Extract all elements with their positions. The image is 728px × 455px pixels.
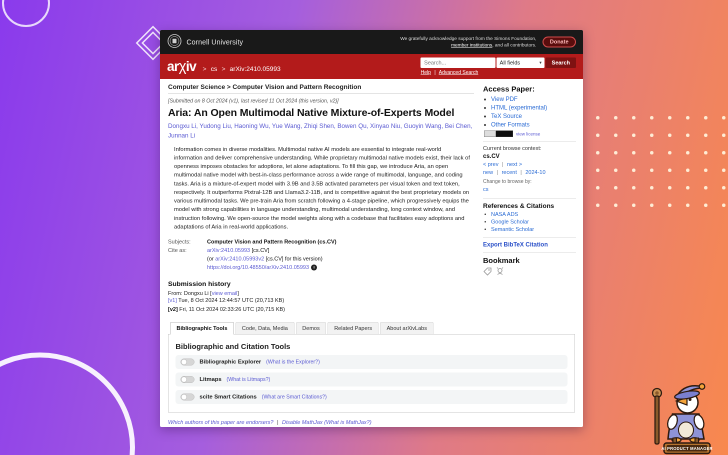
arxivlabs-section bbox=[168, 322, 575, 413]
author-link[interactable]: Junnan Li bbox=[168, 131, 196, 139]
recent-link[interactable]: recent bbox=[501, 169, 517, 176]
sidebar-item-view-pdf[interactable]: • View PDF bbox=[491, 96, 576, 103]
cornell-banner bbox=[160, 30, 583, 54]
dot-grid-decoration bbox=[578, 116, 728, 211]
v2-label: [v2] bbox=[168, 306, 178, 313]
litmaps-toggle[interactable] bbox=[181, 376, 195, 383]
version-row-v1: [v1] Tue, 8 Oct 2024 12:44:57 UTC (20,713 KB) bbox=[168, 297, 285, 304]
references-citations-title: References & Citations bbox=[483, 202, 555, 210]
license-badge-icon bbox=[484, 131, 513, 138]
sidebar-item-html[interactable]: • HTML (experimental) bbox=[491, 104, 576, 111]
author-link[interactable]: Dongxu Li , bbox=[168, 123, 200, 130]
tab-code-data-media[interactable]: Code, Data, Media bbox=[235, 322, 294, 334]
cornell-seal-icon bbox=[167, 33, 182, 51]
cite-as-label: Cite as: bbox=[168, 247, 187, 254]
circle-outline-decoration-top bbox=[2, 0, 50, 27]
labs-panel-title: Bibliographic and Citation Tools bbox=[175, 342, 291, 351]
access-paper-title: Access Paper: bbox=[483, 85, 535, 94]
scite-toggle[interactable] bbox=[181, 393, 195, 400]
cornell-brand[interactable] bbox=[167, 33, 243, 51]
listing-nav: new | recent | 2024-10 bbox=[483, 169, 546, 176]
sidebar-item-google-scholar[interactable]: • Google Scholar bbox=[491, 219, 576, 225]
browse-cs-link[interactable]: cs bbox=[483, 186, 489, 193]
help-link[interactable]: Help bbox=[420, 70, 431, 76]
info-icon[interactable]: i bbox=[311, 265, 317, 271]
tab-related-papers[interactable]: Related Papers bbox=[328, 322, 379, 334]
new-link[interactable]: new bbox=[483, 169, 494, 176]
bibliographic-explorer-toggle[interactable] bbox=[181, 358, 195, 365]
next-link[interactable]: next > bbox=[506, 161, 523, 168]
v1-link[interactable]: [v1] bbox=[168, 297, 177, 304]
arxiv-logo[interactable]: arχiv bbox=[167, 58, 197, 75]
view-email-link[interactable]: view email bbox=[211, 290, 238, 297]
subjects-value: Computer Vision and Pattern Recognition (cs.CV) bbox=[207, 239, 337, 246]
author-link[interactable]: Haoning Wu , bbox=[234, 123, 272, 130]
tab-about-arxivlabs[interactable]: About arXivLabs bbox=[380, 322, 433, 334]
author-link[interactable]: Yue Wang , bbox=[272, 123, 304, 130]
footer-links: Which authors of this paper are endorsers? | Disable MathJax (What is MathJax?) bbox=[168, 419, 372, 426]
author-link[interactable]: Bei Chen , bbox=[445, 123, 472, 130]
help-links: Help | Advanced Search bbox=[420, 70, 479, 76]
tag-bookmark-icon[interactable] bbox=[483, 267, 492, 279]
breadcrumb-cs-link[interactable]: cs bbox=[210, 64, 218, 73]
sidebar bbox=[477, 79, 583, 314]
arxiv-chi-glyph: χ bbox=[178, 58, 186, 75]
author-link[interactable]: Zhiqi Shen , bbox=[304, 123, 337, 130]
header-breadcrumb: > cs > arXiv:2410.05993 bbox=[202, 64, 281, 73]
labs-tabbar bbox=[168, 322, 575, 335]
subject-breadcrumb[interactable]: Computer Science > Computer Vision and Pattern Recognition bbox=[168, 79, 474, 94]
toggle-row-scite: scite Smart Citations (What are Smart Citations?) bbox=[176, 390, 568, 404]
donate-button[interactable]: Donate bbox=[542, 37, 576, 48]
tab-bibliographic-tools[interactable]: Bibliographic Tools bbox=[170, 322, 234, 335]
paper-metadata: Subjects: Computer Vision and Pattern Recognition (cs.CV) Cite as: arXiv:2410.05993 [cs.CV] (or arXiv:2410.05993v2 [cs.CV] for this version) https://doi.org/10.48550/arXiv.2410.05993 i bbox=[168, 239, 337, 271]
authors-list bbox=[168, 122, 474, 141]
bookmark-title: Bookmark bbox=[483, 256, 520, 265]
labs-panel bbox=[168, 334, 575, 412]
search-scope-select[interactable]: All fields ▾ bbox=[497, 58, 545, 69]
disable-mathjax-link[interactable]: Disable MathJax bbox=[281, 419, 323, 426]
sidebar-item-other-formats[interactable]: • Other Formats bbox=[491, 121, 576, 128]
paper-title: Aria: An Open Multimodal Native Mixture-of-Experts Model bbox=[168, 107, 455, 119]
submission-dateline: [Submitted on 8 Oct 2024 (v1), last revised 11 Oct 2024 (this version, v2)] bbox=[168, 98, 339, 104]
author-link[interactable]: Bowen Qu , bbox=[337, 123, 370, 130]
view-license-link[interactable]: view license bbox=[516, 131, 541, 137]
search-input[interactable] bbox=[421, 58, 496, 69]
litmaps-hint-link[interactable]: (What is Litmaps?) bbox=[226, 376, 271, 383]
mathjax-hint-link[interactable]: (What is MathJax?) bbox=[324, 419, 372, 426]
breadcrumb-paper-id: arXiv:2410.05993 bbox=[229, 64, 281, 73]
version-row-v2: [v2] Fri, 11 Oct 2024 02:33:26 UTC (20,715 KB) bbox=[168, 306, 285, 313]
chevron-down-icon: ▾ bbox=[539, 60, 542, 65]
browse-context-label: Current browse context: bbox=[483, 145, 542, 152]
export-bibtex-link[interactable]: Export BibTeX Citation bbox=[483, 241, 548, 248]
sidebar-item-nasa-ads[interactable]: • NASA ADS bbox=[491, 212, 576, 218]
advanced-search-link[interactable]: Advanced Search bbox=[438, 70, 479, 76]
abstract-column bbox=[160, 79, 477, 314]
endorsers-link[interactable]: Which authors of this paper are endorsers? bbox=[168, 419, 274, 426]
tab-demos[interactable]: Demos bbox=[296, 322, 326, 334]
search-button[interactable]: Search bbox=[546, 58, 576, 69]
browse-context-value: cs.CV bbox=[483, 152, 500, 160]
circle-outline-decoration-bottom bbox=[0, 353, 135, 455]
support-text: We gratefully acknowledge support from the Simons Foundation, member institutions, and all contributors. bbox=[400, 35, 537, 48]
author-link[interactable]: Yudong Liu , bbox=[200, 123, 235, 130]
author-link[interactable]: Guoyin Wang , bbox=[404, 123, 445, 130]
cite-arxiv-link[interactable]: arXiv:2410.05993 bbox=[207, 247, 251, 254]
duck-wizard-mascot bbox=[645, 380, 728, 455]
arxiv-header-bar bbox=[160, 54, 583, 79]
explorer-hint-link[interactable]: (What is the Explorer?) bbox=[266, 358, 320, 365]
from-line: From: Dongxu Li [view email] bbox=[168, 290, 239, 297]
scite-hint-link[interactable]: (What are Smart Citations?) bbox=[261, 393, 327, 400]
toggle-row-litmaps: Litmaps (What is Litmaps?) bbox=[176, 372, 568, 386]
mascot-sign-text: AI PRODUCT MANAGER bbox=[661, 445, 713, 451]
submission-history-title: Submission history bbox=[168, 280, 231, 288]
share-bookmark-icon[interactable] bbox=[496, 267, 505, 279]
sidebar-item-semantic-scholar[interactable]: • Semantic Scholar bbox=[491, 227, 576, 233]
arxiv-page-window bbox=[160, 30, 583, 427]
month-link[interactable]: 2024-10 bbox=[525, 169, 546, 176]
sidebar-item-tex-source[interactable]: • TeX Source bbox=[491, 113, 576, 120]
author-link[interactable]: Xinyao Niu , bbox=[370, 123, 404, 130]
cornell-label[interactable]: Cornell University bbox=[186, 38, 244, 46]
cite-version-link[interactable]: arXiv:2410.05993v2 bbox=[215, 256, 265, 263]
toggle-row-bibliographic-explorer: Bibliographic Explorer (What is the Explorer?) bbox=[176, 355, 568, 369]
change-browse-label: Change to browse by: bbox=[483, 179, 532, 185]
abstract-text: Information comes in diverse modalities. Multimodal native AI models are essential to integrate real-world information and deliver comprehensive understanding. While proprietary multimodal native models exist, their lack of openness imposes obstacles for adoptions, let alone adaptations. To fill this gap, we introduce Aria, an open multimodal native model with best-in-class performance across a wide range of multimodal, language, and coding tasks. Aria is a mixture-of-expert model with 3.9B and 3.5B activated parameters per visual token and text token, respectively. It outperforms Pixtral-12B and Llama3.2-11B, and is competitive against the best proprietary models on various multimodal tasks. We pre-train Aria from scratch following a 4-stage pipeline, which progressively equips the model with strong capabilities in language understanding, multimodal understanding, long context window, and instruction following. We open-source the model weights along with a codebase that facilitates easy adoptions and adaptations of Aria in real-world applications. bbox=[174, 146, 470, 230]
member-institutions-link[interactable]: member institutions bbox=[451, 42, 493, 48]
prev-link[interactable]: < prev bbox=[483, 161, 499, 168]
doi-link[interactable]: https://doi.org/10.48550/arXiv.2410.05993 bbox=[207, 264, 310, 271]
subjects-label: Subjects: bbox=[168, 239, 191, 246]
prev-next-nav: < prev | next > bbox=[483, 161, 523, 168]
